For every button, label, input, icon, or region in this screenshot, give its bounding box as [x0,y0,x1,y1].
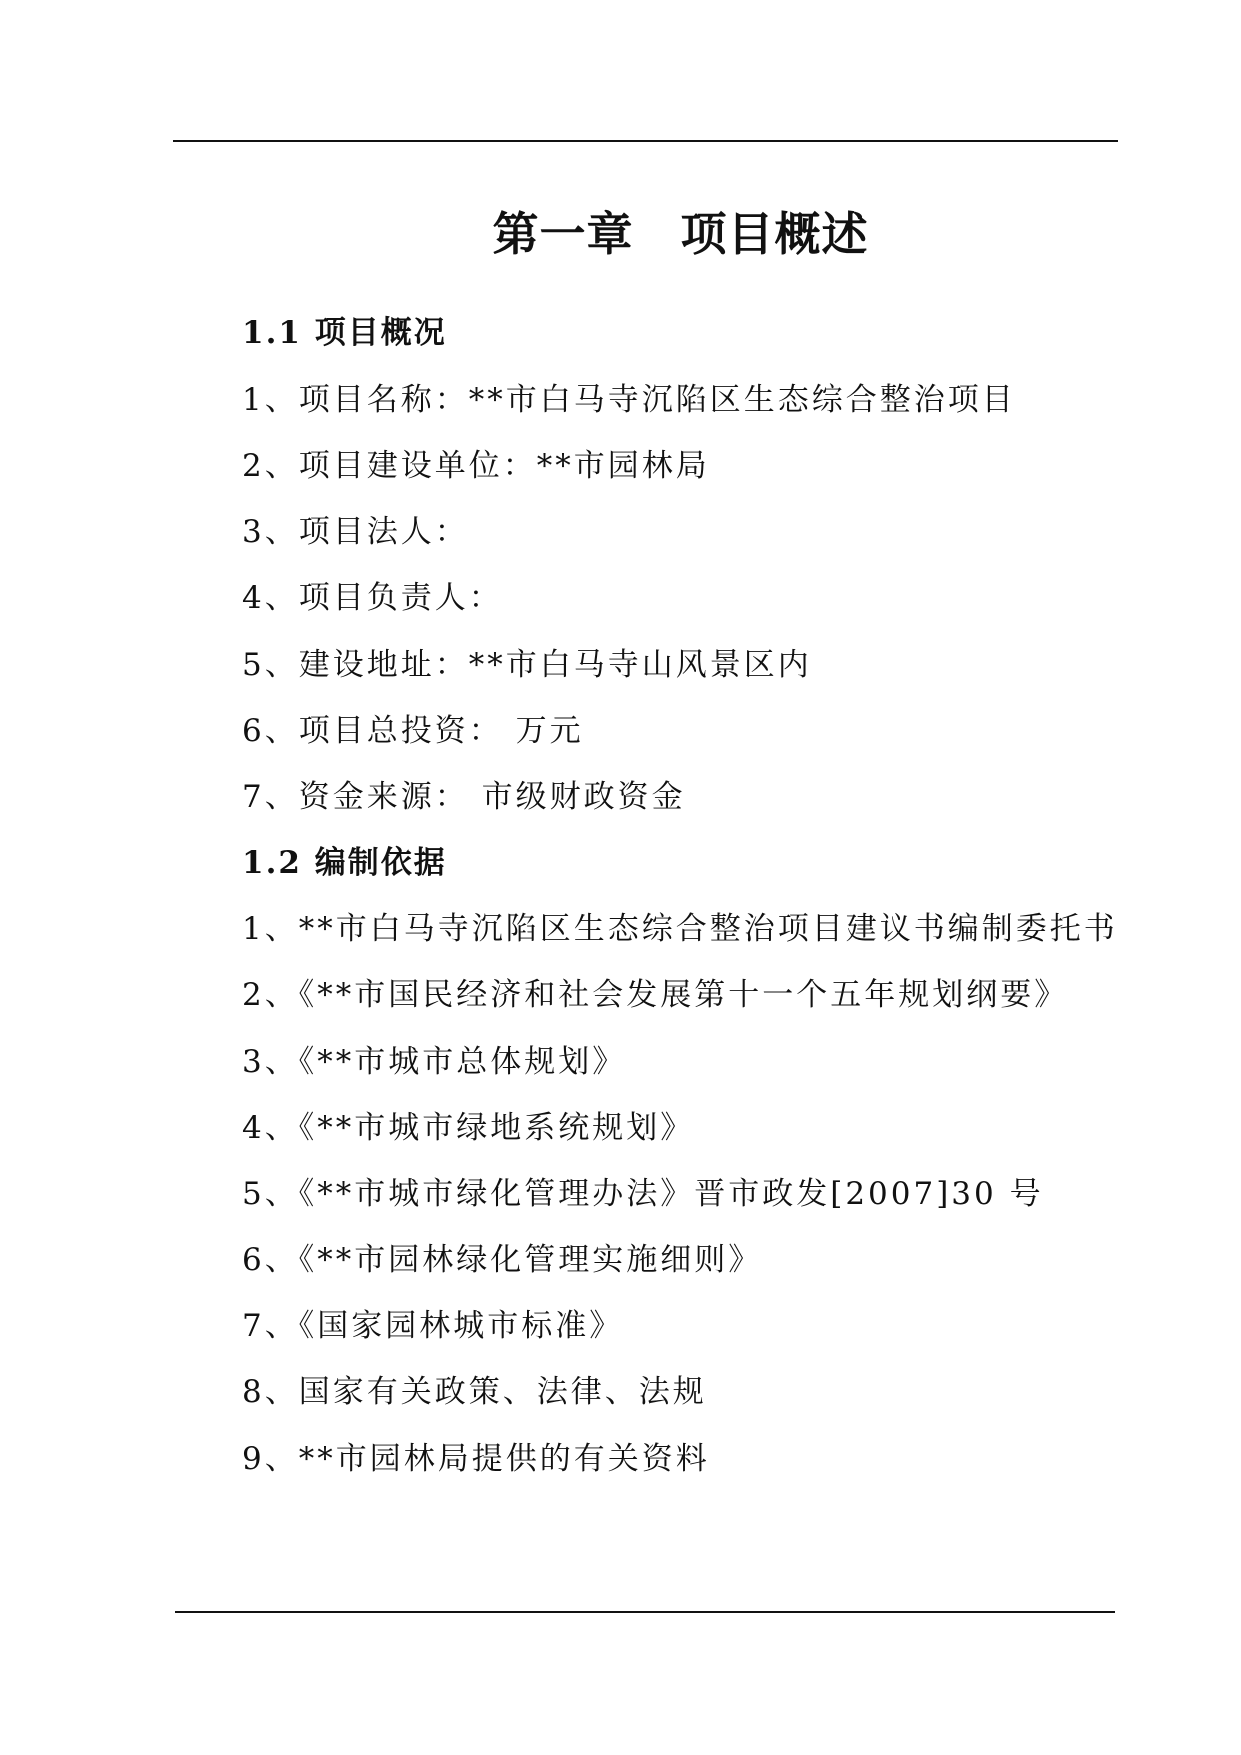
section-heading-overview: 1.1 项目概况 [242,315,447,351]
basis-item: 9、**市园林局提供的有关资料 [242,1441,710,1477]
basis-item: 6、《**市园林绿化管理实施细则》 [242,1242,763,1278]
basis-item: 7、《国家园林城市标准》 [242,1308,624,1344]
overview-item-address: 5、建设地址：**市白马寺山风景区内 [242,647,812,683]
overview-item-builder: 2、项目建设单位：**市园林局 [242,448,710,484]
basis-item: 1、**市白马寺沉陷区生态综合整治项目建议书编制委托书 [242,911,1118,947]
basis-item: 4、《**市城市绿地系统规划》 [242,1110,695,1146]
overview-item-investment: 6、项目总投资： 万元 [242,713,584,749]
basis-item: 8、国家有关政策、法律、法规 [242,1374,707,1410]
basis-item: 5、《**市城市绿化管理办法》晋市政发[2007]30 号 [242,1176,1044,1212]
section-heading-basis: 1.2 编制依据 [242,845,447,881]
overview-item-manager: 4、项目负责人： [242,580,503,616]
chapter-title: 第一章 项目概述 [492,207,869,261]
footer-rule [175,1611,1115,1613]
overview-item-funding: 7、资金来源： 市级财政资金 [242,779,686,815]
overview-item-legal-person: 3、项目法人： [242,514,469,550]
overview-item-name: 1、项目名称：**市白马寺沉陷区生态综合整治项目 [242,382,1016,418]
basis-item: 3、《**市城市总体规划》 [242,1044,627,1080]
header-rule [173,140,1118,142]
basis-item: 2、《**市国民经济和社会发展第十一个五年规划纲要》 [242,977,1069,1013]
